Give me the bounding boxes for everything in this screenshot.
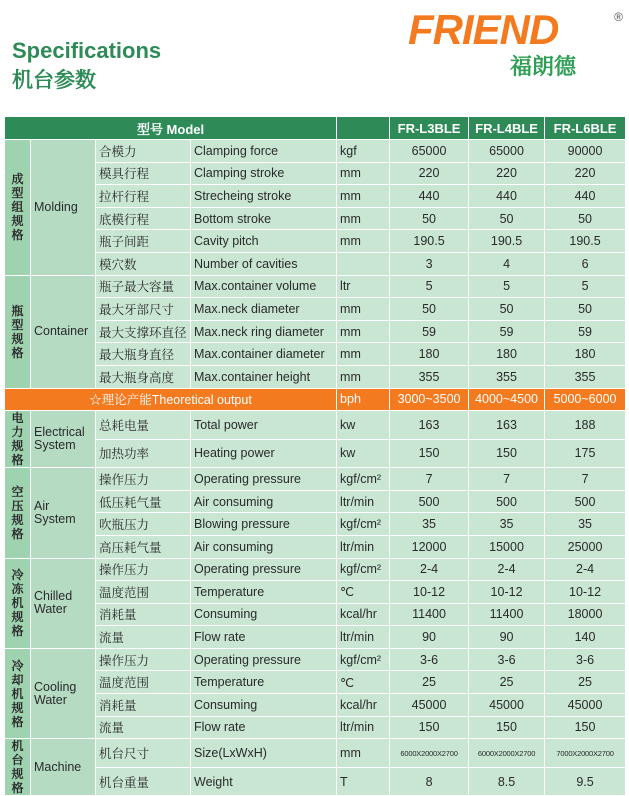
param-en: Max.container height <box>191 365 337 388</box>
param-value: 59 <box>545 320 626 343</box>
param-value: 500 <box>545 490 626 513</box>
param-unit: kw <box>337 439 390 468</box>
param-value: 10-12 <box>545 581 626 604</box>
param-unit: kw <box>337 411 390 440</box>
param-cn: 消耗量 <box>96 694 191 717</box>
output-value: 4000~4500 <box>469 388 545 411</box>
param-value: 163 <box>390 411 469 440</box>
param-unit: mm <box>337 207 390 230</box>
param-value: 45000 <box>545 694 626 717</box>
theoretical-output-row <box>5 388 626 411</box>
param-value: 190.5 <box>469 230 545 253</box>
param-cn: 操作压力 <box>96 558 191 581</box>
param-value: 5 <box>390 275 469 298</box>
output-value: 5000~6000 <box>545 388 626 411</box>
param-value: 180 <box>545 343 626 366</box>
page-title-en: Specifications <box>12 38 162 63</box>
param-unit: ℃ <box>337 671 390 694</box>
param-en: Operating pressure <box>191 558 337 581</box>
param-value: 7 <box>545 468 626 491</box>
table-row <box>5 581 626 604</box>
table-row <box>5 298 626 321</box>
param-unit: kgf <box>337 140 390 163</box>
param-cn: 最大瓶身高度 <box>96 365 191 388</box>
param-en: Strecheing stroke <box>191 185 337 208</box>
table-row <box>5 439 626 468</box>
param-value: 150 <box>469 716 545 739</box>
param-value: 10-12 <box>390 581 469 604</box>
model-header: 型号 Model <box>5 117 337 140</box>
param-value: 2-4 <box>545 558 626 581</box>
param-value: 190.5 <box>545 230 626 253</box>
param-cn: 操作压力 <box>96 648 191 671</box>
param-value: 10-12 <box>469 581 545 604</box>
param-value: 355 <box>390 365 469 388</box>
param-value: 59 <box>469 320 545 343</box>
param-unit: ltr/min <box>337 490 390 513</box>
table-row <box>5 671 626 694</box>
param-value: 440 <box>545 185 626 208</box>
param-value: 440 <box>390 185 469 208</box>
param-en: Operating pressure <box>191 468 337 491</box>
table-header-row <box>5 117 626 140</box>
table-row <box>5 767 626 796</box>
param-en: Weight <box>191 767 337 796</box>
param-en: Blowing pressure <box>191 513 337 536</box>
param-value: 45000 <box>390 694 469 717</box>
param-cn: 最大支撑环直径 <box>96 320 191 343</box>
table-row <box>5 365 626 388</box>
param-unit: mm <box>337 185 390 208</box>
table-row <box>5 694 626 717</box>
param-value: 8 <box>390 767 469 796</box>
param-value: 6 <box>545 252 626 275</box>
param-unit: ltr/min <box>337 535 390 558</box>
param-unit: kgf/cm² <box>337 648 390 671</box>
table-row <box>5 716 626 739</box>
unit-header <box>337 117 390 140</box>
group-cn-label: 成型组规格 <box>5 140 31 276</box>
group-en-label: Molding <box>31 140 96 276</box>
param-en: Total power <box>191 411 337 440</box>
param-unit: ℃ <box>337 581 390 604</box>
param-value: 220 <box>545 162 626 185</box>
param-value: 5 <box>545 275 626 298</box>
param-en: Operating pressure <box>191 648 337 671</box>
param-cn: 消耗量 <box>96 603 191 626</box>
param-unit <box>337 252 390 275</box>
param-unit: ltr/min <box>337 716 390 739</box>
param-value: 440 <box>469 185 545 208</box>
param-value: 90 <box>469 626 545 649</box>
param-value: 2-4 <box>469 558 545 581</box>
param-value: 150 <box>469 439 545 468</box>
table-row <box>5 535 626 558</box>
param-value: 35 <box>390 513 469 536</box>
param-en: Consuming <box>191 603 337 626</box>
param-unit: kgf/cm² <box>337 513 390 536</box>
param-cn: 流量 <box>96 716 191 739</box>
param-value: 3 <box>390 252 469 275</box>
param-cn: 吹瓶压力 <box>96 513 191 536</box>
param-unit: mm <box>337 343 390 366</box>
param-value: 50 <box>390 298 469 321</box>
spec-table <box>4 116 626 796</box>
param-cn: 低压耗气量 <box>96 490 191 513</box>
param-cn: 最大瓶身直径 <box>96 343 191 366</box>
param-cn: 最大牙部尺寸 <box>96 298 191 321</box>
group-en-label: Container <box>31 275 96 388</box>
group-cn-label: 机台规格 <box>5 739 31 796</box>
param-unit: mm <box>337 230 390 253</box>
param-unit: mm <box>337 162 390 185</box>
param-en: Max.neck diameter <box>191 298 337 321</box>
param-value: 4 <box>469 252 545 275</box>
param-value: 65000 <box>390 140 469 163</box>
param-en: Size(LxWxH) <box>191 739 337 768</box>
param-value: 18000 <box>545 603 626 626</box>
group-cn-label: 电力规格 <box>5 411 31 468</box>
param-en: Temperature <box>191 581 337 604</box>
param-value: 25 <box>545 671 626 694</box>
table-row <box>5 603 626 626</box>
param-value: 9.5 <box>545 767 626 796</box>
param-value: 25 <box>469 671 545 694</box>
param-value: 3-6 <box>469 648 545 671</box>
param-cn: 总耗电量 <box>96 411 191 440</box>
param-value: 8.5 <box>469 767 545 796</box>
param-value: 150 <box>390 716 469 739</box>
table-row <box>5 207 626 230</box>
table-row <box>5 320 626 343</box>
param-value: 65000 <box>469 140 545 163</box>
table-row <box>5 162 626 185</box>
param-value: 180 <box>469 343 545 366</box>
table-row <box>5 468 626 491</box>
logo-registered-mark: ® <box>614 10 623 24</box>
param-en: Number of cavities <box>191 252 337 275</box>
output-label: ☆理论产能Theoretical output <box>5 388 337 411</box>
param-value: 12000 <box>390 535 469 558</box>
param-unit: mm <box>337 739 390 768</box>
param-value: 15000 <box>469 535 545 558</box>
table-row <box>5 490 626 513</box>
param-value: 220 <box>390 162 469 185</box>
table-row <box>5 230 626 253</box>
param-cn: 操作压力 <box>96 468 191 491</box>
model-2-header: FR-L4BLE <box>469 117 545 140</box>
param-value: 7 <box>390 468 469 491</box>
table-row <box>5 558 626 581</box>
param-value: 90 <box>390 626 469 649</box>
param-value: 3-6 <box>545 648 626 671</box>
param-cn: 机台重量 <box>96 767 191 796</box>
model-1-header: FR-L3BLE <box>390 117 469 140</box>
friend-logo <box>398 6 623 81</box>
table-row <box>5 411 626 440</box>
param-value: 150 <box>390 439 469 468</box>
param-value: 140 <box>545 626 626 649</box>
param-en: Flow rate <box>191 716 337 739</box>
param-cn: 合模力 <box>96 140 191 163</box>
param-en: Max.container diameter <box>191 343 337 366</box>
param-value: 7000X2000X2700 <box>545 739 626 768</box>
param-value: 50 <box>469 298 545 321</box>
param-value: 59 <box>390 320 469 343</box>
param-en: Air consuming <box>191 490 337 513</box>
param-unit: kgf/cm² <box>337 468 390 491</box>
param-unit: kcal/hr <box>337 603 390 626</box>
table-row <box>5 648 626 671</box>
param-en: Air consuming <box>191 535 337 558</box>
group-en-label: Cooling Water <box>31 648 96 738</box>
output-value: 3000~3500 <box>390 388 469 411</box>
group-en-label: Air System <box>31 468 96 558</box>
table-row <box>5 343 626 366</box>
logo-brand <box>408 6 558 54</box>
param-cn: 高压耗气量 <box>96 535 191 558</box>
table-row <box>5 140 626 163</box>
table-row <box>5 185 626 208</box>
param-value: 355 <box>469 365 545 388</box>
table-row <box>5 513 626 536</box>
table-row <box>5 252 626 275</box>
param-value: 90000 <box>545 140 626 163</box>
param-cn: 机台尺寸 <box>96 739 191 768</box>
param-en: Heating power <box>191 439 337 468</box>
param-unit: mm <box>337 365 390 388</box>
param-cn: 瓶子最大容量 <box>96 275 191 298</box>
param-value: 35 <box>469 513 545 536</box>
param-value: 50 <box>390 207 469 230</box>
group-en-label: Chilled Water <box>31 558 96 648</box>
param-cn: 底模行程 <box>96 207 191 230</box>
param-cn: 温度范围 <box>96 671 191 694</box>
param-value: 5 <box>469 275 545 298</box>
param-value: 25 <box>390 671 469 694</box>
param-en: Consuming <box>191 694 337 717</box>
param-value: 355 <box>545 365 626 388</box>
param-value: 500 <box>390 490 469 513</box>
param-en: Max.container volume <box>191 275 337 298</box>
param-unit: T <box>337 767 390 796</box>
param-value: 180 <box>390 343 469 366</box>
param-value: 175 <box>545 439 626 468</box>
param-value: 220 <box>469 162 545 185</box>
param-value: 50 <box>545 298 626 321</box>
param-value: 2-4 <box>390 558 469 581</box>
param-en: Clamping force <box>191 140 337 163</box>
table-row <box>5 739 626 768</box>
group-en-label: Machine <box>31 739 96 796</box>
param-cn: 瓶子间距 <box>96 230 191 253</box>
param-unit: mm <box>337 298 390 321</box>
param-value: 6000X2000X2700 <box>390 739 469 768</box>
param-unit: mm <box>337 320 390 343</box>
param-value: 50 <box>469 207 545 230</box>
param-value: 500 <box>469 490 545 513</box>
param-value: 150 <box>545 716 626 739</box>
model-3-header: FR-L6BLE <box>545 117 626 140</box>
param-value: 11400 <box>390 603 469 626</box>
param-en: Flow rate <box>191 626 337 649</box>
page-title-cn: 机台参数 <box>12 69 96 92</box>
param-value: 3-6 <box>390 648 469 671</box>
param-en: Bottom stroke <box>191 207 337 230</box>
group-cn-label: 空压规格 <box>5 468 31 558</box>
group-en-label: Electrical System <box>31 411 96 468</box>
output-unit: bph <box>337 388 390 411</box>
param-cn: 流量 <box>96 626 191 649</box>
param-en: Max.neck ring diameter <box>191 320 337 343</box>
table-row <box>5 626 626 649</box>
param-unit: kcal/hr <box>337 694 390 717</box>
logo-chinese-name: 福朗德 <box>510 54 577 79</box>
table-row <box>5 275 626 298</box>
param-cn: 加热功率 <box>96 439 191 468</box>
param-cn: 模具行程 <box>96 162 191 185</box>
param-cn: 模穴数 <box>96 252 191 275</box>
param-value: 35 <box>545 513 626 536</box>
param-value: 45000 <box>469 694 545 717</box>
group-cn-label: 瓶型规格 <box>5 275 31 388</box>
logo-brand-text: FRIEND <box>408 6 559 53</box>
group-cn-label: 冷却机规格 <box>5 648 31 738</box>
param-value: 50 <box>545 207 626 230</box>
param-en: Temperature <box>191 671 337 694</box>
param-unit: kgf/cm² <box>337 558 390 581</box>
param-cn: 拉杆行程 <box>96 185 191 208</box>
param-value: 163 <box>469 411 545 440</box>
param-cn: 温度范围 <box>96 581 191 604</box>
param-en: Cavity pitch <box>191 230 337 253</box>
param-unit: ltr/min <box>337 626 390 649</box>
param-en: Clamping stroke <box>191 162 337 185</box>
param-value: 6000X2000X2700 <box>469 739 545 768</box>
param-unit: ltr <box>337 275 390 298</box>
param-value: 25000 <box>545 535 626 558</box>
param-value: 190.5 <box>390 230 469 253</box>
param-value: 7 <box>469 468 545 491</box>
param-value: 188 <box>545 411 626 440</box>
param-value: 11400 <box>469 603 545 626</box>
group-cn-label: 冷冻机规格 <box>5 558 31 648</box>
